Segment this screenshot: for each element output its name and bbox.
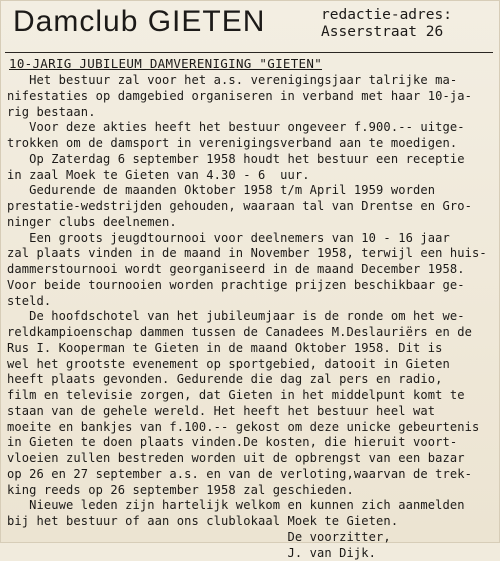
text-line: Gedurende de maanden Oktober 1958 t/m April 1959 worden [7,183,495,199]
article-title: 10-JARIG JUBILEUM DAMVERENIGING "GIETEN" [9,56,322,71]
text-line: rig bestaan. [7,105,495,121]
text-line: J. van Dijk. [7,546,495,561]
text-line: Rus I. Kooperman te Gieten in de maand Oktober 1958. Dit is [7,341,495,357]
text-line: dammerstournooi wordt georganiseerd in de maand December 1958. [7,262,495,278]
text-line: wel het grootste evenement op sportgebied, datooit in Gieten [7,357,495,373]
text-line: in Gieten te doen plaats vinden.De kosten, die hieruit voort- [7,435,495,451]
text-line: De hoofdschotel van het jubileumjaar is de ronde om het we- [7,309,495,325]
text-line: Nieuwe leden zijn hartelijk welkom en kunnen zich aanmelden [7,498,495,514]
address-street: Asserstraat 26 [321,24,452,41]
editorial-address [321,7,452,41]
article-body [7,73,495,561]
text-line: steld. [7,294,495,310]
text-line: Voor deze akties heeft het bestuur ongeveer f.900.-- uitge- [7,120,495,136]
text-line: De voorzitter, [7,530,495,546]
club-name: Damclub GIETEN [13,5,265,39]
text-line: reldkampioenschap dammen tussen de Canadees M.Deslauriërs en de [7,325,495,341]
text-line: staan van de gehele wereld. Het heeft het bestuur heel wat [7,404,495,420]
text-line: king reeds op 26 september 1958 zal geschieden. [7,483,495,499]
text-line: prestatie-wedstrijden gehouden, waaraan tal van Drentse en Gro- [7,199,495,215]
text-line: bij het bestuur of aan ons clublokaal Moek te Gieten. [7,514,495,530]
text-line: Het bestuur zal voor het a.s. verenigingsjaar talrijke ma- [7,73,495,89]
text-line: in zaal Moek te Gieten van 4.30 - 6 uur. [7,168,495,184]
text-line: Op Zaterdag 6 september 1958 houdt het bestuur een receptie [7,152,495,168]
text-line: film en televisie zorgen, dat Gieten in het middelpunt komt te [7,388,495,404]
address-label: redactie-adres: [321,7,452,24]
text-line: ninger clubs deelnemen. [7,215,495,231]
text-line: Een groots jeugdtournooi voor deelnemers van 10 - 16 jaar [7,231,495,247]
text-line: vloeien zullen bestreden worden uit de opbrengst van een bazar [7,451,495,467]
text-line: op 26 en 27 september a.s. en van de verloting,waarvan de trek- [7,467,495,483]
header-divider [5,52,493,53]
text-line: Voor beide tournooien worden prachtige prijzen beschikbaar ge- [7,278,495,294]
text-line: nifestaties op damgebied organiseren in verband met haar 10-ja- [7,89,495,105]
letterhead [1,1,500,55]
text-line: zal plaats vinden in de maand in November 1958, terwijl een huis- [7,246,495,262]
text-line: heeft plaats gevonden. Gedurende die dag zal pers en radio, [7,372,495,388]
text-line: moeite en bankjes van f.100.-- gekost om deze unicke gebeurtenis [7,420,495,436]
text-line: trokken om de damsport in verenigingsverband aan te moedigen. [7,136,495,152]
